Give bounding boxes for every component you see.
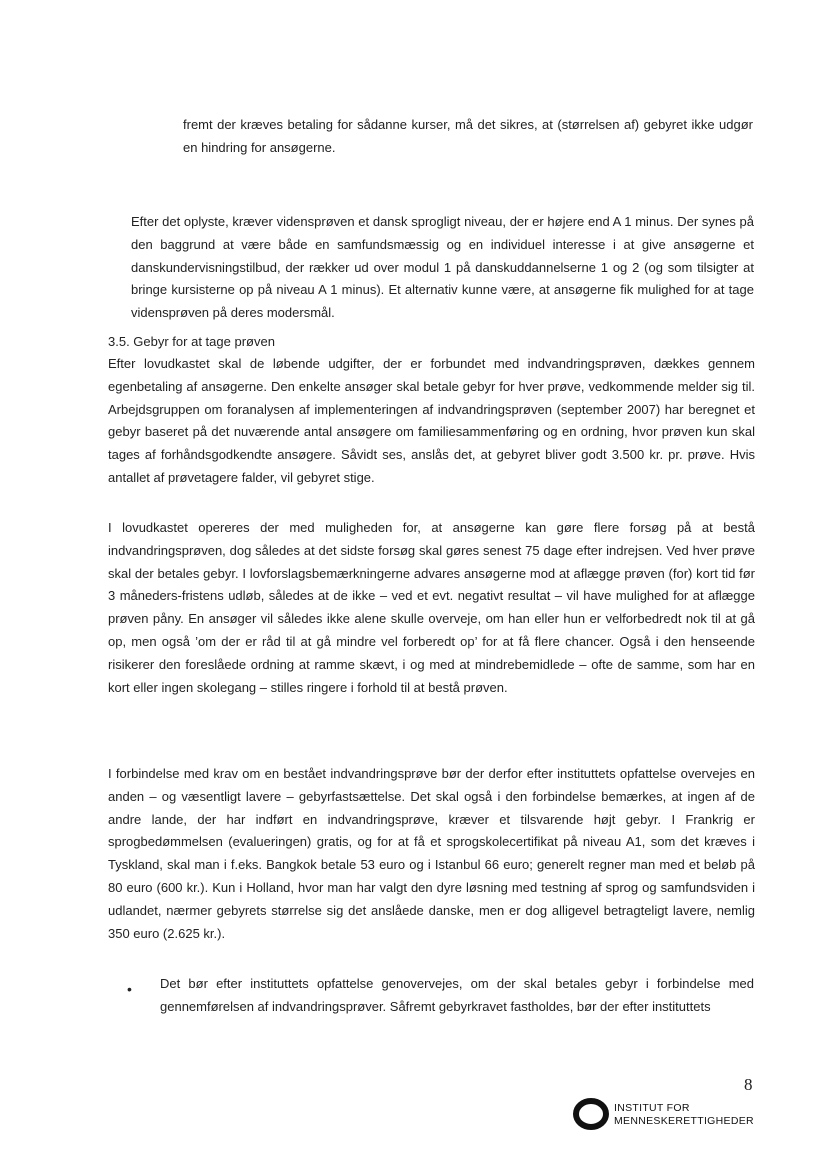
institute-name-line1: INSTITUT FOR [614, 1102, 690, 1114]
page-number: 8 [744, 1075, 753, 1094]
institute-logo-icon [571, 1097, 611, 1131]
institute-name-line2: MENNESKERETTIGHEDER [614, 1114, 754, 1127]
bullet-marker: • [127, 981, 132, 997]
paragraph-fee-costs: Efter lovudkastet skal de løbende udgifter, der er forbundet med indvandringsprøven, dækkes gennem egenbetaling af ansøgerne. Den enkelte ansøger skal betale gebyr for hver prøve, vedkommende melder sig til. Arbejdsgruppen om foranalysen af implementeringen af indvandringsprøven (september 2007) har beregnet et gebyr baseret på det nuværende antal ansøgere om familiesammenføring og en ordning, hvor prøven kun skal tages af forhåndsgodkendte ansøgere. Såvidt ses, anslås det, at gebyret bliver godt 3.500 kr. pr. prøve. Hvis antallet af prøvetagere falder, vil gebyret stige. [108, 356, 755, 485]
institute-name [614, 1102, 754, 1127]
section-heading: 3.5. Gebyr for at tage prøven [108, 334, 275, 349]
bullet-recommendation: Det bør efter instituttets opfattelse genovervejes, om der skal betales gebyr i forbindelse med gennemførelsen af indvandringsprøver. Såfremt gebyrkravet fastholdes, bør der efter instituttets [160, 976, 754, 1014]
paragraph-continuation: fremt der kræves betaling for sådanne kurser, må det sikres, at (størrelsen af) gebyret ikke udgør en hindring for ansøgerne. [183, 117, 753, 155]
paragraph-language-level: Efter det oplyste, kræver vidensprøven et dansk sprogligt niveau, der er højere end A 1 minus. Der synes på den baggrund at være både en samfundsmæssig og en individuel interesse i at give ansøgerne et danskundervisningstilbud, der rækker ud over modul 1 på danskuddannelserne 1 og 2 (og som tilsigter at bringe kursisterne op på niveau A 1 minus). Et alternativ kunne være, at ansøgerne fik mulighed for at tage vidensprøven på deres modersmål. [131, 214, 754, 321]
paragraph-multiple-attempts: I lovudkastet opereres der med muligheden for, at ansøgerne kan gøre flere forsøg på at bestå indvandringsprøven, dog således at det sidste forsøg skal gøres senest 75 dage efter indrejsen. Ved hver prøve skal der betales gebyr. I lovforslagsbemærkningerne advares ansøgerne mod at aflægge prøven (for) kort tid før 3 måneders-fristens udløb, således at de ikke – ved et evt. negativt resultat – vil have mulighed for at aflægge prøven påny. En ansøger vil således ikke alene skulle overveje, om han eller hun er velforbedredt nok til at gå op, men også ’om der er råd til at gå mindre vel forberedt op’ for at få flere chancer. Også i den henseende risikerer den foreslåede ordning at ramme skævt, i og med at mindrebemidlede – ofte de samme, som har en kort eller ingen skolegang – stilles ringere i forhold til at bestå prøven. [108, 520, 755, 695]
paragraph-fee-comparison: I forbindelse med krav om en bestået indvandringsprøve bør der derfor efter instituttets opfattelse overvejes en anden – og væsentligt lavere – gebyrfastsættelse. Det skal også i den forbindelse bemærkes, at ingen af de andre lande, der har indført en indvandringsprøve, kræver et tilsvarende højt gebyr. I Frankrig er sprogbedømmelsen (evalueringen) gratis, og for at få et sprogskolecertifikat på niveau A1, som det kræves i Tyskland, skal man i f.eks. Bangkok betale 53 euro og i Istanbul 66 euro; generelt regner man med et beløb på 80 euro (600 kr.). Kun i Holland, hvor man har valgt den dyre løsning med testning af sprog og samfundsviden i udlandet, nærmer gebyrets størrelse sig det anslåede danske, men er dog alligevel betragteligt lavere, nemlig 350 euro (2.625 kr.). [108, 766, 755, 941]
